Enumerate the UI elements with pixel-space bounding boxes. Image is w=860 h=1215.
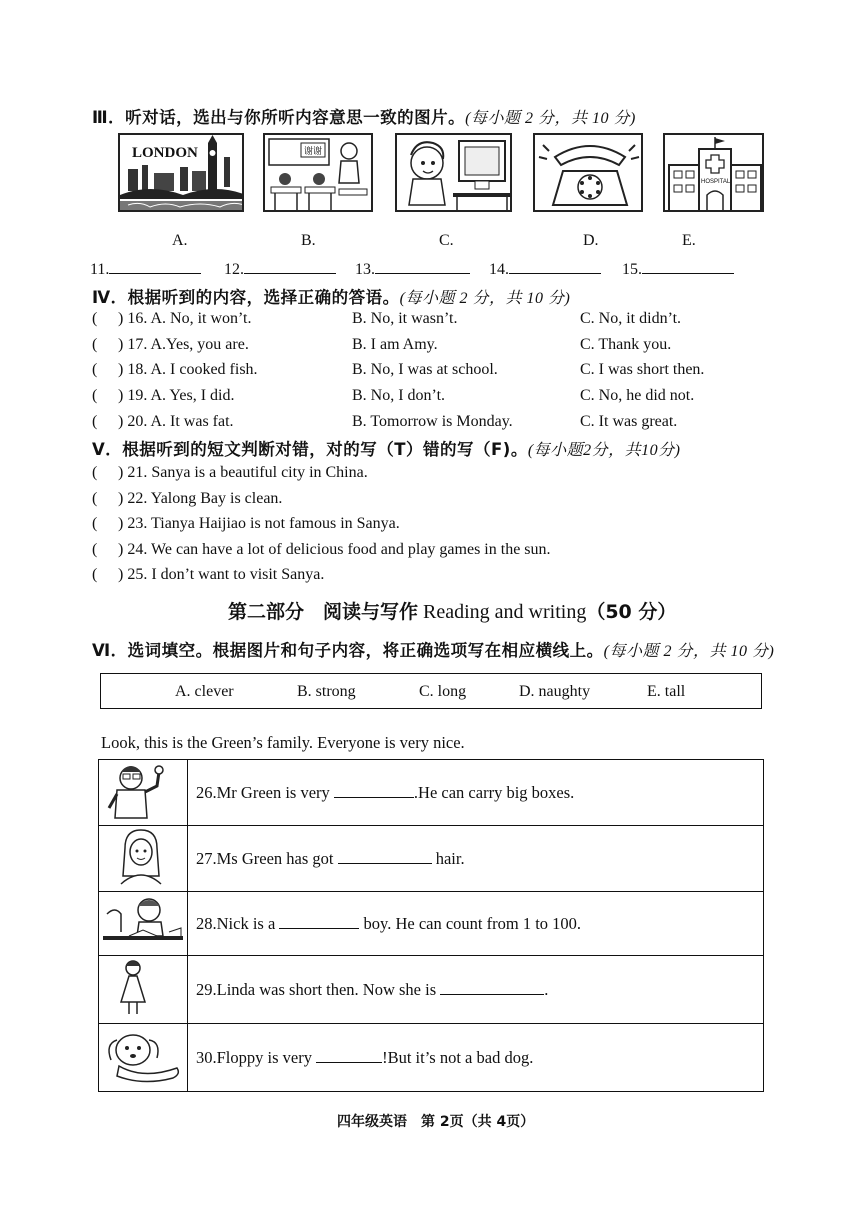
- sentence-30: 30.Floppy is very !But it’s not a bad dog.: [188, 1024, 764, 1092]
- section5-title: Ⅴ．根据听到的短文判断对错，对的写（T）错的写（F)。: [92, 440, 528, 459]
- picture-cell: [99, 956, 188, 1024]
- option-17-b: B. I am Amy.: [352, 336, 438, 353]
- word-option-b: B. strong: [297, 683, 356, 700]
- answer-paren[interactable]: (: [92, 566, 98, 583]
- statement-23: ( ) 23. Tianya Haijiao is not famous in Sanya.: [92, 515, 400, 532]
- picture-label-a: A.: [172, 232, 188, 249]
- girl-in-dress-icon: [99, 956, 185, 1018]
- boy-computer-icon: [397, 135, 512, 212]
- picture-cell: [99, 892, 188, 956]
- option-17-c: C. Thank you.: [580, 336, 672, 353]
- picture-a-london: [118, 133, 244, 212]
- statement-25: ( ) 25. I don’t want to visit Sanya.: [92, 566, 325, 583]
- picture-cell: [99, 826, 188, 892]
- section3-heading: [92, 104, 636, 128]
- answer-paren[interactable]: (: [92, 515, 98, 532]
- ringing-telephone-icon: [535, 135, 643, 212]
- option-16-c: C. No, it didn’t.: [580, 310, 682, 327]
- statement-24: ( ) 24. We can have a lot of delicious food and play games in the sun.: [92, 541, 551, 558]
- picture-label-d: D.: [583, 232, 599, 249]
- question-row-17: ( ) 17. A.Yes, you are.: [92, 336, 249, 353]
- picture-e-hospital: [663, 133, 764, 212]
- sentence-28: 28.Nick is a boy. He can count from 1 to 100.: [188, 892, 764, 956]
- answer-paren[interactable]: (: [92, 413, 98, 430]
- option-20-b: B. Tomorrow is Monday.: [352, 413, 513, 430]
- answer-paren[interactable]: (: [92, 361, 98, 378]
- section6-note: (每小题 2 分，共 10 分): [603, 643, 775, 660]
- puppy-icon: [99, 1024, 185, 1086]
- long-hair-woman-icon: [99, 826, 185, 886]
- hospital-text: HOSPITAL: [701, 179, 731, 185]
- option-20-c: C. It was great.: [580, 413, 678, 430]
- word-option-a: A. clever: [175, 683, 234, 700]
- table-row: [99, 1024, 764, 1092]
- sentence-26: 26.Mr Green is very .He can carry big boxes.: [188, 760, 764, 826]
- answer-blank-28[interactable]: [279, 914, 359, 929]
- answer-paren[interactable]: (: [92, 490, 98, 507]
- part2-heading: 第二部分 阅读与写作 Reading and writing（50 分）: [228, 601, 677, 623]
- strong-man-icon: [99, 760, 185, 820]
- answer-slot-12[interactable]: 12.: [224, 258, 336, 279]
- section4-heading: [92, 284, 570, 308]
- word-bank-box: [100, 673, 762, 709]
- section3-note: (每小题 2 分，共 10 分): [465, 110, 636, 127]
- answer-slot-13[interactable]: 13.: [355, 258, 470, 279]
- question-row-18: ( ) 18. A. I cooked fish.: [92, 361, 258, 378]
- section5-heading: [92, 436, 681, 460]
- picture-d-telephone: [533, 133, 643, 212]
- section5-note: (每小题2分，共10分): [527, 442, 681, 459]
- answer-paren[interactable]: (: [92, 336, 98, 353]
- question-row-20: ( ) 20. A. It was fat.: [92, 413, 234, 430]
- table-row: [99, 760, 764, 826]
- answer-slot-11[interactable]: 11.: [90, 258, 201, 279]
- picture-c-computer: [395, 133, 512, 212]
- answer-slot-15[interactable]: 15.: [622, 258, 734, 279]
- london-bridge-icon: [120, 135, 244, 212]
- question-row-19: ( ) 19. A. Yes, I did.: [92, 387, 235, 404]
- answer-paren[interactable]: (: [92, 541, 98, 558]
- picture-cell: [99, 1024, 188, 1092]
- question-row-16: ( ) 16. A. No, it won’t.: [92, 310, 252, 327]
- hospital-building-icon: [665, 135, 764, 212]
- table-row: [99, 892, 764, 956]
- answer-blank-29[interactable]: [440, 980, 544, 995]
- london-text: LONDON: [132, 145, 198, 161]
- section4-title: Ⅳ．根据听到的内容，选择正确的答语。: [92, 288, 400, 307]
- answer-paren[interactable]: (: [92, 310, 98, 327]
- fill-in-table: [98, 759, 764, 1092]
- answer-paren[interactable]: (: [92, 387, 98, 404]
- section6-title: Ⅵ．选词填空。根据图片和句子内容，将正确选项写在相应横线上。: [92, 641, 604, 660]
- sentence-29: 29.Linda was short then. Now she is .: [188, 956, 764, 1024]
- option-16-b: B. No, it wasn’t.: [352, 310, 458, 327]
- page-footer: 四年级英语 第 2页（共 4页）: [337, 1114, 535, 1130]
- word-option-c: C. long: [419, 683, 467, 700]
- word-option-e: E. tall: [647, 683, 686, 700]
- word-option-d: D. naughty: [519, 683, 591, 700]
- sentence-27: 27.Ms Green has got hair.: [188, 826, 764, 892]
- statement-21: ( ) 21. Sanya is a beautiful city in China.: [92, 464, 368, 481]
- answer-blank-27[interactable]: [338, 849, 432, 864]
- table-row: [99, 956, 764, 1024]
- thanks-text: 谢谢: [304, 147, 323, 157]
- picture-label-e: E.: [682, 232, 696, 249]
- picture-cell: [99, 760, 188, 826]
- answer-paren[interactable]: (: [92, 464, 98, 481]
- answer-blank-30[interactable]: [316, 1048, 382, 1063]
- answer-slot-14[interactable]: 14.: [489, 258, 601, 279]
- picture-label-c: C.: [439, 232, 454, 249]
- section4-note: (每小题 2 分，共 10 分): [399, 290, 571, 307]
- section6-heading: [92, 637, 774, 661]
- table-row: [99, 826, 764, 892]
- statement-22: ( ) 22. Yalong Bay is clean.: [92, 490, 283, 507]
- family-intro: Look, this is the Green’s family. Everyone is very nice.: [101, 733, 465, 752]
- option-19-c: C. No, he did not.: [580, 387, 695, 404]
- answer-blank-26[interactable]: [334, 783, 414, 798]
- section3-title: Ⅲ．听对话，选出与你所听内容意思一致的图片。: [92, 108, 466, 127]
- option-18-b: B. No, I was at school.: [352, 361, 498, 378]
- studying-boy-icon: [99, 892, 185, 950]
- picture-b-classroom: [263, 133, 373, 212]
- option-18-c: C. I was short then.: [580, 361, 705, 378]
- option-19-b: B. No, I don’t.: [352, 387, 446, 404]
- picture-label-b: B.: [301, 232, 316, 249]
- classroom-thanks-icon: [265, 135, 373, 212]
